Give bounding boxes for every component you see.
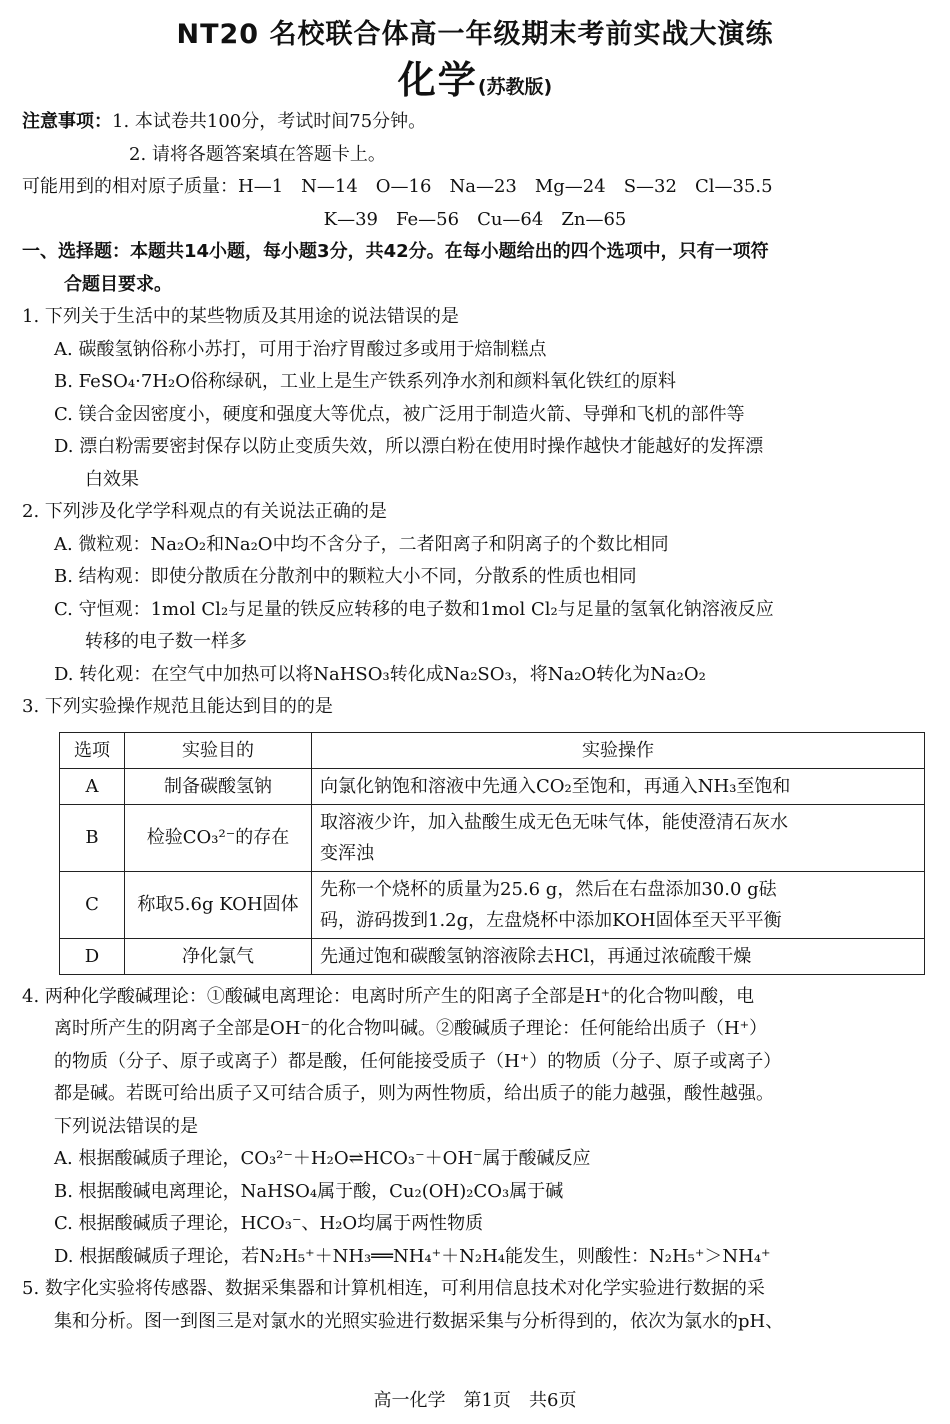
table-row [60, 804, 925, 871]
row-operation-line: 码，游码拨到1.2g，左盘烧杯中添加KOH固体至天平平衡 [320, 909, 782, 931]
question-4-stem-4: 都是碱。若既可给出质子又可结合质子，则为两性物质，给出质子的能力越强，酸性越强。 [54, 1083, 774, 1104]
question-3-stem: 3. 下列实验操作规范且能达到目的的是 [22, 696, 333, 717]
question-2-option-c: C. 守恒观：1mol Cl₂与足量的铁反应转移的电子数和1mol Cl₂与足量的氢氧化钠溶液反应 [54, 598, 774, 620]
row-operation [312, 768, 925, 804]
section-heading-1: 一、选择题：本题共14小题，每小题3分，共42分。在每小题给出的四个选项中，只有一项符 [22, 241, 769, 262]
question-2-stem: 2. 下列涉及化学学科观点的有关说法正确的是 [22, 501, 387, 522]
row-operation [312, 871, 925, 938]
question-4-stem-3: 的物质（分子、原子或离子）都是酸，任何能接受质子（H⁺）的物质（分子、原子或离子） [54, 1050, 782, 1072]
row-operation-line: 向氯化钠饱和溶液中先通入CO₂至饱和，再通入NH₃至饱和 [320, 775, 791, 797]
notes-line-2 [22, 139, 928, 172]
question-4-option-b: B. 根据酸碱电离理论，NaHSO₄属于酸，Cu₂(OH)₂CO₃属于碱 [54, 1180, 564, 1202]
notes-line-1 [22, 106, 928, 139]
question-2-option-d: D. 转化观：在空气中加热可以将NaHSO₃转化成Na₂SO₃，将Na₂O转化为Na₂O₂ [54, 663, 706, 685]
question-1-stem: 1. 下列关于生活中的某些物质及其用途的说法错误的是 [22, 306, 459, 327]
table-row [60, 938, 925, 974]
row-option: D [60, 938, 125, 974]
table-header-row [60, 732, 925, 768]
row-operation [312, 804, 925, 871]
question-2-option-c-cont: 转移的电子数一样多 [85, 631, 247, 652]
row-goal: 净化氯气 [125, 938, 312, 974]
question-2-option-b: B. 结构观：即使分散质在分散剂中的颗粒大小不同，分散系的性质也相同 [54, 566, 637, 587]
note-item: 2. 请将各题答案填在答题卡上。 [129, 143, 386, 165]
question-1-option-c: C. 镁合金因密度小，硬度和强度大等优点，被广泛用于制造火箭、导弹和飞机的部件等 [54, 403, 745, 425]
question-1-option-b: B. FeSO₄·7H₂O俗称绿矾，工业上是生产铁系列净水剂和颜料氧化铁红的原料 [54, 371, 676, 392]
header-option: 选项 [60, 732, 125, 768]
question-1-option-a: A. 碳酸氢钠俗称小苏打，可用于治疗胃酸过多或用于焙制糕点 [54, 338, 547, 360]
notes-label: 注意事项： [22, 111, 112, 132]
row-option: A [60, 768, 125, 804]
row-option: C [60, 871, 125, 938]
note-item: 1. 本试卷共100分，考试时间75分钟。 [112, 111, 427, 132]
question-4-stem-5: 下列说法错误的是 [54, 1115, 198, 1137]
question-4-stem-1: 4. 两种化学酸碱理论：①酸碱电离理论：电离时所产生的阳离子全部是H⁺的化合物叫酸，电 [22, 985, 755, 1007]
exam-title: NT20 名校联合体高一年级期末考前实战大演练 [176, 19, 774, 50]
row-goal: 检验CO₃²⁻的存在 [125, 804, 312, 871]
question-4-option-a: A. 根据酸碱质子理论，CO₃²⁻＋H₂O⇌HCO₃⁻＋OH⁻属于酸碱反应 [54, 1148, 591, 1169]
page-footer: 高一化学 第1页 共6页 [373, 1390, 577, 1411]
row-operation-line: 取溶液少许，加入盐酸生成无色无味气体，能使澄清石灰水 [320, 811, 788, 833]
subject-name: 化学 [397, 58, 478, 102]
section-heading-2: 合题目要求。 [64, 273, 172, 295]
row-operation-line: 先通过饱和碳酸氢钠溶液除去HCl，再通过浓硫酸干燥 [320, 945, 752, 967]
header-operation: 实验操作 [312, 732, 925, 768]
row-operation [312, 938, 925, 974]
edition-label: (苏教版) [477, 76, 553, 98]
atomic-masses-line-2: K—39 Fe—56 Cu—64 Zn—65 [323, 208, 627, 230]
experiment-table [59, 732, 925, 975]
row-operation-line: 先称一个烧杯的质量为25.6 g，然后在右盘添加30.0 g砝 [320, 878, 777, 900]
question-4-option-d: D. 根据酸碱质子理论，若N₂H₅⁺＋NH₃══NH₄⁺＋N₂H₄能发生，则酸性：N₂H₅⁺＞NH₄⁺ [54, 1245, 771, 1267]
question-1-option-d: D. 漂白粉需要密封保存以防止变质失效，所以漂白粉在使用时操作越快才能越好的发挥漂 [54, 436, 764, 457]
row-option: B [60, 804, 125, 871]
header-goal: 实验目的 [125, 732, 312, 768]
question-5-stem-1: 5. 数字化实验将传感器、数据采集器和计算机相连，可利用信息技术对化学实验进行数据的采 [22, 1278, 765, 1299]
table-row [60, 768, 925, 804]
row-goal: 制备碳酸氢钠 [125, 768, 312, 804]
row-goal: 称取5.6g KOH固体 [125, 871, 312, 938]
atomic-masses-line-1: 可能用到的相对原子质量：H—1 N—14 O—16 Na—23 Mg—24 S—32 Cl—35.5 [22, 176, 773, 197]
question-4-stem-2: 离时所产生的阴离子全部是OH⁻的化合物叫碱。②酸碱质子理论：任何能给出质子（H⁺） [54, 1018, 768, 1039]
question-4-option-c: C. 根据酸碱质子理论，HCO₃⁻、H₂O均属于两性物质 [54, 1213, 484, 1234]
question-2-option-a: A. 微粒观：Na₂O₂和Na₂O中均不含分子，二者阳离子和阴离子的个数比相同 [54, 533, 669, 555]
question-5-stem-2: 集和分析。图一到图三是对氯水的光照实验进行数据采集与分析得到的，依次为氯水的pH、 [54, 1310, 784, 1332]
row-operation-line: 变浑浊 [320, 842, 374, 864]
question-1-option-d-cont: 白效果 [85, 468, 139, 490]
subject-heading [22, 54, 928, 106]
table-row [60, 871, 925, 938]
